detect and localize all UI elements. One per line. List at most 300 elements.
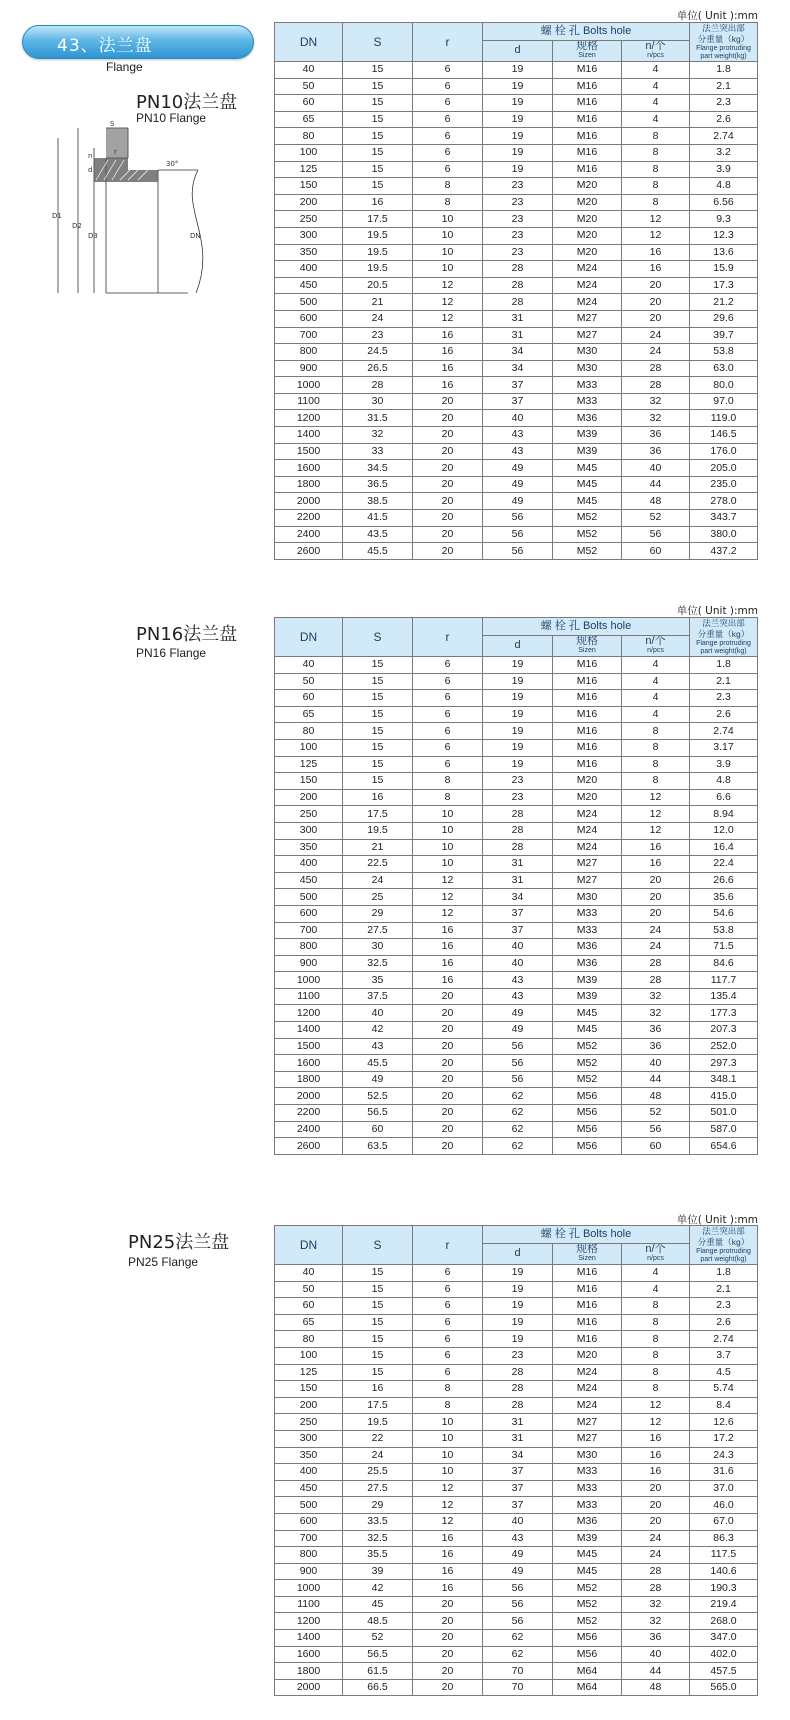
table-cell: 21 — [343, 294, 413, 311]
table-cell: 50 — [275, 78, 343, 95]
table-cell: 140.6 — [690, 1563, 758, 1580]
table-row — [275, 1071, 758, 1088]
table-cell: 8 — [622, 773, 690, 790]
table-cell: 300 — [275, 227, 343, 244]
table-row — [275, 277, 758, 294]
table-cell: 19 — [483, 62, 553, 79]
table-cell: 97.0 — [690, 393, 758, 410]
header-spec-cn: 规格 — [576, 40, 598, 53]
header-s: S — [343, 23, 413, 62]
table-cell: 2000 — [275, 493, 343, 510]
header-dn: DN — [275, 618, 343, 657]
table-cell: 6 — [413, 1331, 483, 1348]
table-cell: 8 — [622, 161, 690, 178]
table-cell: 2000 — [275, 1088, 343, 1105]
header-weight-cn1: 法兰突出部 — [702, 23, 745, 33]
table-cell: 37 — [483, 377, 553, 394]
table-cell: 300 — [275, 822, 343, 839]
table-cell: 40 — [622, 1646, 690, 1663]
table-cell: 40 — [275, 62, 343, 79]
table-cell: 31 — [483, 1414, 553, 1431]
table-cell: M39 — [553, 1530, 622, 1547]
section-subtitle: Flange — [106, 60, 143, 74]
table-cell: 200 — [275, 789, 343, 806]
table-cell: 1100 — [275, 988, 343, 1005]
table-cell: M56 — [553, 1138, 622, 1155]
table-cell: 70 — [483, 1679, 553, 1696]
table-cell: 20 — [622, 889, 690, 906]
table-cell: 20 — [413, 476, 483, 493]
table-cell: M52 — [553, 1596, 622, 1613]
table-cell: 32 — [343, 427, 413, 444]
table-cell: 54.6 — [690, 905, 758, 922]
table-cell: 600 — [275, 905, 343, 922]
table-cell: 347.0 — [690, 1630, 758, 1647]
table-cell: 900 — [275, 955, 343, 972]
table-cell: 12 — [622, 227, 690, 244]
header-bolts-hole-cn: 螺 栓 孔 — [540, 24, 580, 37]
table-row — [275, 510, 758, 527]
table-cell: 1400 — [275, 427, 343, 444]
table-cell: 8 — [413, 773, 483, 790]
table-cell: M16 — [553, 128, 622, 145]
table-cell: 23 — [483, 211, 553, 228]
table-cell: 4 — [622, 111, 690, 128]
table-cell: 23 — [483, 178, 553, 195]
table-cell: 16 — [413, 1547, 483, 1564]
table-row — [275, 955, 758, 972]
header-weight — [690, 23, 758, 62]
table-row — [275, 1447, 758, 1464]
header-weight-en2: part weight(kg) — [700, 1256, 747, 1263]
table-cell: 37 — [483, 905, 553, 922]
table-cell: 23 — [483, 1347, 553, 1364]
table-cell: 45.5 — [343, 543, 413, 560]
table-cell: 100 — [275, 144, 343, 161]
table-cell: 4 — [622, 673, 690, 690]
table-cell: 2.74 — [690, 128, 758, 145]
table-cell: 20 — [622, 1497, 690, 1514]
table-row — [275, 1646, 758, 1663]
table-cell: M30 — [553, 360, 622, 377]
table-cell: 56 — [483, 526, 553, 543]
table-row — [275, 144, 758, 161]
table-row — [275, 773, 758, 790]
table-cell: 278.0 — [690, 493, 758, 510]
table-cell: 150 — [275, 1381, 343, 1398]
table-cell: M36 — [553, 410, 622, 427]
table-cell: M16 — [553, 673, 622, 690]
header-weight — [690, 618, 758, 657]
table-cell: M52 — [553, 1613, 622, 1630]
table-cell: 60 — [343, 1121, 413, 1138]
table-cell: 61.5 — [343, 1663, 413, 1680]
table-cell: 250 — [275, 1414, 343, 1431]
table-cell: 60 — [275, 690, 343, 707]
table-cell: 19 — [483, 1314, 553, 1331]
header-spec — [553, 40, 622, 61]
flange-cross-section-drawing — [48, 118, 228, 298]
table-cell: 2000 — [275, 1679, 343, 1696]
table-cell: 6 — [413, 657, 483, 674]
table-cell: 20 — [413, 443, 483, 460]
table-cell: 587.0 — [690, 1121, 758, 1138]
table-row — [275, 839, 758, 856]
table-cell: 15 — [343, 111, 413, 128]
table-row — [275, 1513, 758, 1530]
header-n — [622, 1243, 690, 1264]
table-cell: 150 — [275, 773, 343, 790]
table-cell: 19 — [483, 1298, 553, 1315]
table-cell: 207.3 — [690, 1022, 758, 1039]
table-cell: 28 — [483, 839, 553, 856]
table-cell: 34 — [483, 889, 553, 906]
table-cell: 37.0 — [690, 1480, 758, 1497]
table-row — [275, 1497, 758, 1514]
header-spec — [553, 635, 622, 656]
table-cell: 65 — [275, 706, 343, 723]
table-cell: M24 — [553, 277, 622, 294]
table-row — [275, 128, 758, 145]
table-cell: 32 — [622, 393, 690, 410]
table-cell: 17.2 — [690, 1430, 758, 1447]
table-cell: 49 — [483, 476, 553, 493]
table-cell: 62 — [483, 1646, 553, 1663]
table-cell: 48.5 — [343, 1613, 413, 1630]
table-cell: 40 — [275, 1265, 343, 1282]
table-cell: 19.5 — [343, 244, 413, 261]
table-cell: 300 — [275, 1430, 343, 1447]
table-cell: 32 — [622, 1005, 690, 1022]
table-cell: M24 — [553, 806, 622, 823]
table-cell: 125 — [275, 756, 343, 773]
table-cell: M30 — [553, 344, 622, 361]
header-n-en: n/pcs — [647, 1255, 664, 1263]
table-cell: 28 — [483, 294, 553, 311]
header-dn: DN — [275, 23, 343, 62]
table-cell: 600 — [275, 1513, 343, 1530]
table-cell: 49 — [483, 1563, 553, 1580]
table-cell: 15 — [343, 773, 413, 790]
table-cell: 250 — [275, 211, 343, 228]
table-cell: 40 — [483, 1513, 553, 1530]
table-row — [275, 1022, 758, 1039]
header-weight-cn2: 分重量（kg） — [697, 34, 750, 44]
table-cell: 6 — [413, 1347, 483, 1364]
table-row — [275, 526, 758, 543]
table-cell: 20 — [413, 1663, 483, 1680]
table-cell: 6 — [413, 706, 483, 723]
table-cell: 8 — [622, 178, 690, 195]
table-cell: 12.6 — [690, 1414, 758, 1431]
table-cell: 20 — [413, 427, 483, 444]
table-row — [275, 410, 758, 427]
table-cell: 28 — [483, 1364, 553, 1381]
table-cell: 33.5 — [343, 1513, 413, 1530]
table-cell: 40 — [483, 939, 553, 956]
table-cell: 48 — [622, 493, 690, 510]
table-cell: M45 — [553, 460, 622, 477]
table-cell: 10 — [413, 839, 483, 856]
table-cell: M16 — [553, 1281, 622, 1298]
table-cell: 4.5 — [690, 1364, 758, 1381]
table-cell: 12 — [413, 277, 483, 294]
header-n-en: n/pcs — [647, 647, 664, 655]
table-row — [275, 427, 758, 444]
table-cell: 52 — [622, 510, 690, 527]
table-row — [275, 1055, 758, 1072]
table-cell: M33 — [553, 922, 622, 939]
table-cell: 56 — [483, 1055, 553, 1072]
table-cell: 15 — [343, 739, 413, 756]
table-cell: 24.3 — [690, 1447, 758, 1464]
table-row — [275, 1563, 758, 1580]
table-row — [275, 1314, 758, 1331]
table-row — [275, 1464, 758, 1481]
table-row — [275, 657, 758, 674]
table-cell: 31 — [483, 310, 553, 327]
table-cell: 52 — [622, 1105, 690, 1122]
table-cell: 80 — [275, 1331, 343, 1348]
header-weight-en1: Flange protruding — [696, 1248, 751, 1255]
table-cell: 41.5 — [343, 510, 413, 527]
table-row — [275, 194, 758, 211]
table-row — [275, 1663, 758, 1680]
table-cell: 12 — [622, 806, 690, 823]
table-cell: 16 — [413, 939, 483, 956]
table-cell: 28 — [483, 1397, 553, 1414]
table-row — [275, 1630, 758, 1647]
pn25-flange-table — [274, 1225, 758, 1696]
table-cell: 36 — [622, 443, 690, 460]
table-cell: 16 — [622, 244, 690, 261]
table-cell: 4 — [622, 78, 690, 95]
table-cell: 16 — [622, 261, 690, 278]
table-cell: 1800 — [275, 1663, 343, 1680]
table-cell: 10 — [413, 1430, 483, 1447]
table-cell: 30 — [343, 939, 413, 956]
header-spec-en: Sizen — [578, 1255, 596, 1263]
table-cell: 12 — [413, 294, 483, 311]
table-cell: M16 — [553, 95, 622, 112]
table-cell: 28 — [483, 261, 553, 278]
header-weight-en1: Flange protruding — [696, 640, 751, 647]
table-row — [275, 62, 758, 79]
table-row — [275, 1480, 758, 1497]
table-cell: 28 — [622, 972, 690, 989]
table-cell: 12 — [413, 905, 483, 922]
table-cell: 62 — [483, 1630, 553, 1647]
table-cell: 1200 — [275, 1005, 343, 1022]
table-cell: 119.0 — [690, 410, 758, 427]
table-cell: 62 — [483, 1105, 553, 1122]
header-bolts-hole-en: Bolts hole — [582, 1227, 632, 1240]
table-cell: 16 — [413, 1580, 483, 1597]
table-cell: 20 — [413, 460, 483, 477]
table-cell: M16 — [553, 1331, 622, 1348]
table-cell: 1800 — [275, 476, 343, 493]
table-cell: 40 — [343, 1005, 413, 1022]
table-row — [275, 476, 758, 493]
table-cell: 8 — [622, 144, 690, 161]
table-cell: 36 — [622, 1630, 690, 1647]
table-cell: 19 — [483, 1331, 553, 1348]
table-cell: 4 — [622, 706, 690, 723]
table-cell: 49 — [483, 1547, 553, 1564]
table-cell: 24 — [622, 922, 690, 939]
header-bolts-hole — [483, 1226, 690, 1244]
table-cell: 700 — [275, 1530, 343, 1547]
table-cell: 15 — [343, 62, 413, 79]
table-cell: M39 — [553, 972, 622, 989]
table-cell: 80 — [275, 128, 343, 145]
table-cell: 20 — [413, 988, 483, 1005]
table-cell: 3.2 — [690, 144, 758, 161]
table-cell: 71.5 — [690, 939, 758, 956]
table-cell: 2.6 — [690, 111, 758, 128]
table-row — [275, 1596, 758, 1613]
table-cell: 6 — [413, 144, 483, 161]
table-cell: 8 — [413, 789, 483, 806]
table-row — [275, 95, 758, 112]
table-cell: 10 — [413, 244, 483, 261]
table-cell: 15.9 — [690, 261, 758, 278]
table-row — [275, 1038, 758, 1055]
table-cell: 4.8 — [690, 773, 758, 790]
table-cell: 19 — [483, 128, 553, 145]
table-cell: 62 — [483, 1121, 553, 1138]
table-cell: 15 — [343, 1347, 413, 1364]
table-cell: 15 — [343, 1314, 413, 1331]
header-bolts-hole — [483, 23, 690, 41]
table-cell: 1500 — [275, 443, 343, 460]
table-cell: M33 — [553, 377, 622, 394]
table-cell: 2400 — [275, 526, 343, 543]
table-cell: 10 — [413, 261, 483, 278]
table-cell: 20 — [413, 1596, 483, 1613]
table-cell: 600 — [275, 310, 343, 327]
table-cell: 33 — [343, 443, 413, 460]
table-cell: 8 — [622, 1381, 690, 1398]
table-cell: 6 — [413, 128, 483, 145]
table-cell: 219.4 — [690, 1596, 758, 1613]
table-cell: 16 — [622, 1447, 690, 1464]
table-cell: 900 — [275, 1563, 343, 1580]
table-cell: 10 — [413, 1414, 483, 1431]
table-cell: 24 — [343, 872, 413, 889]
table-row — [275, 922, 758, 939]
table-cell: 19 — [483, 161, 553, 178]
table-cell: 2200 — [275, 1105, 343, 1122]
table-cell: 6 — [413, 723, 483, 740]
table-cell: 56 — [622, 1121, 690, 1138]
header-weight-cn2: 分重量（kg） — [697, 1237, 750, 1247]
table-cell: 700 — [275, 922, 343, 939]
table-cell: 53.8 — [690, 344, 758, 361]
table-cell: 56.5 — [343, 1105, 413, 1122]
table-row — [275, 1381, 758, 1398]
table-cell: 500 — [275, 294, 343, 311]
table-cell: 63.0 — [690, 360, 758, 377]
table-cell: M39 — [553, 443, 622, 460]
table-cell: 501.0 — [690, 1105, 758, 1122]
table-row — [275, 161, 758, 178]
table-cell: 8 — [622, 1298, 690, 1315]
table-cell: 19 — [483, 706, 553, 723]
table-cell: M27 — [553, 327, 622, 344]
table-cell: 12 — [413, 1497, 483, 1514]
table-cell: 200 — [275, 194, 343, 211]
table-cell: 437.2 — [690, 543, 758, 560]
table-row — [275, 1298, 758, 1315]
table-cell: 800 — [275, 939, 343, 956]
table-cell: 12 — [622, 1414, 690, 1431]
table-cell: 20 — [413, 1088, 483, 1105]
table-cell: M45 — [553, 1547, 622, 1564]
table-cell: 6 — [413, 161, 483, 178]
table-cell: 350 — [275, 1447, 343, 1464]
table-cell: 10 — [413, 806, 483, 823]
table-cell: 30 — [343, 393, 413, 410]
header-bolts-hole — [483, 618, 690, 636]
table-cell: 44 — [622, 476, 690, 493]
table-cell: 1600 — [275, 1646, 343, 1663]
table-cell: 43 — [483, 1530, 553, 1547]
table-cell: 20 — [413, 393, 483, 410]
table-cell: 49 — [343, 1071, 413, 1088]
table-cell: 36 — [622, 427, 690, 444]
table-row — [275, 673, 758, 690]
table-cell: M16 — [553, 756, 622, 773]
table-cell: M52 — [553, 510, 622, 527]
table-cell: 8 — [622, 723, 690, 740]
table-cell: 20 — [413, 1105, 483, 1122]
table-cell: 12 — [622, 211, 690, 228]
table-row — [275, 111, 758, 128]
table-cell: 37 — [483, 1497, 553, 1514]
table-cell: 40 — [622, 460, 690, 477]
table-cell: 15 — [343, 657, 413, 674]
table-cell: 17.3 — [690, 277, 758, 294]
table-cell: M27 — [553, 856, 622, 873]
table-cell: 80 — [275, 723, 343, 740]
table-cell: 117.5 — [690, 1547, 758, 1564]
pn16-subtitle: PN16 Flange — [136, 646, 207, 660]
table-cell: 43 — [483, 427, 553, 444]
header-n — [622, 40, 690, 61]
header-weight-cn2: 分重量（kg） — [697, 629, 750, 639]
table-cell: 23 — [483, 244, 553, 261]
table-cell: 60 — [622, 1138, 690, 1155]
table-cell: 1000 — [275, 377, 343, 394]
table-cell: 19 — [483, 95, 553, 112]
table-cell: 12.0 — [690, 822, 758, 839]
table-row — [275, 261, 758, 278]
table-cell: 125 — [275, 1364, 343, 1381]
table-cell: 29 — [343, 1497, 413, 1514]
pn16-flange-table — [274, 617, 758, 1155]
table-cell: 19 — [483, 144, 553, 161]
table-cell: 1100 — [275, 393, 343, 410]
table-cell: 15 — [343, 690, 413, 707]
table-cell: 86.3 — [690, 1530, 758, 1547]
header-s: S — [343, 1226, 413, 1265]
table-cell: 37 — [483, 922, 553, 939]
table-cell: 24 — [343, 310, 413, 327]
table-cell: 23 — [483, 227, 553, 244]
table-cell: 25 — [343, 889, 413, 906]
table-cell: 29 — [343, 905, 413, 922]
